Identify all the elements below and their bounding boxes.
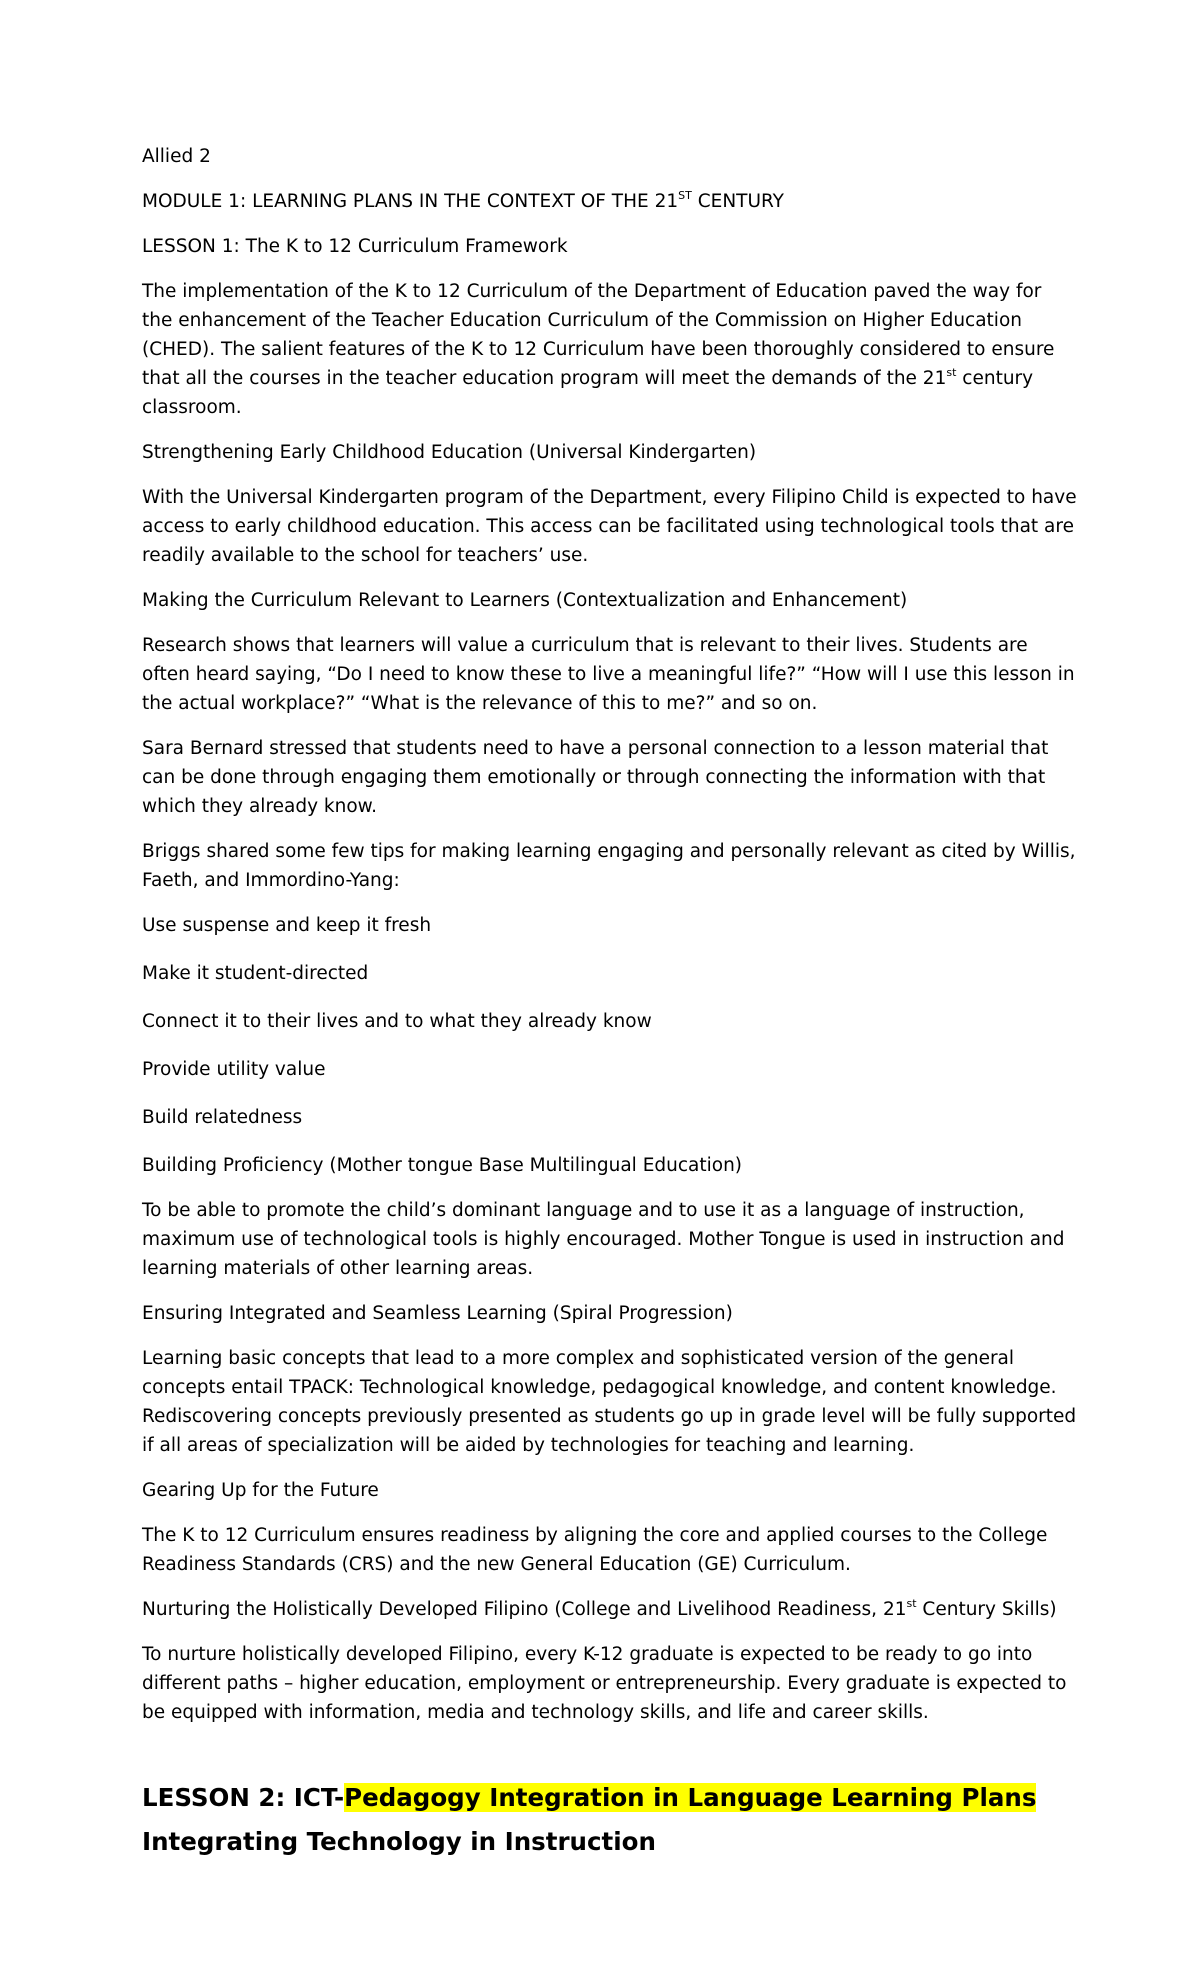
section-text-spiral: Learning basic concepts that lead to a more complex and sophisticated version of the general concepts entail TPACK: Technological knowledge, pedagogical knowledge, and content knowledge. Rediscovering concepts previously presented as students go up in grade level will be fully supported if all areas of specialization will be aided by technologies for teaching and learning. xyxy=(142,1348,1077,1456)
lesson2-subtitle: Integrating Technology in Instruction xyxy=(142,1827,656,1856)
section-heading-proficiency: Building Proficiency (Mother tongue Base Multilingual Education) xyxy=(142,1155,743,1176)
section-heading-spiral: Ensuring Integrated and Seamless Learning (Spiral Progression) xyxy=(142,1303,733,1324)
section-heading-future: Gearing Up for the Future xyxy=(142,1480,379,1501)
intro-sup: st xyxy=(946,366,957,379)
section-heading-relevance: Making the Curriculum Relevant to Learners (Contextualization and Enhancement) xyxy=(142,590,908,611)
lesson2-title xyxy=(142,1781,1077,1815)
holistic-heading-suffix: Century Skills) xyxy=(916,1599,1057,1620)
section-text-relevance-1: Research shows that learners will value a curriculum that is relevant to their lives. Students are often heard saying, “Do I need to know these to live a meaningful life?” “How will I use this lesson in the actual workplace?” “What is the relevance of this to me?” and so on. xyxy=(142,635,1075,714)
tip-item: Connect it to their lives and to what they already know xyxy=(142,1011,652,1032)
section-heading-kindergarten: Strengthening Early Childhood Education (Universal Kindergarten) xyxy=(142,442,757,463)
section-text-relevance-2: Sara Bernard stressed that students need to have a personal connection to a lesson material that can be done through engaging them emotionally or through connecting the information with that which they already know. xyxy=(142,738,1049,817)
tip-item: Provide utility value xyxy=(142,1059,326,1080)
section-heading-holistic xyxy=(142,1595,1077,1624)
section-text-future: The K to 12 Curriculum ensures readiness by aligning the core and applied courses to the College Readiness Standards (CRS) and the new General Education (GE) Curriculum. xyxy=(142,1525,1048,1575)
document-page xyxy=(142,142,1077,1869)
section-text-holistic: To nurture holistically developed Filipino, every K-12 graduate is expected to be ready to go into different paths – higher education, employment or entrepreneurship. Every graduate is expected to be equipped with information, media and technology skills, and life and career skills. xyxy=(142,1644,1067,1723)
tip-item: Make it student-directed xyxy=(142,963,369,984)
tip-item: Use suspense and keep it fresh xyxy=(142,915,432,936)
section-text-proficiency: To be able to promote the child’s dominant language and to use it as a language of instruction, maximum use of technological tools is highly encouraged. Mother Tongue is used in instruction and learning materials of other learning areas. xyxy=(142,1200,1065,1279)
intro-paragraph xyxy=(142,277,1077,422)
lesson1-title: LESSON 1: The K to 12 Curriculum Framework xyxy=(142,236,568,257)
spacer xyxy=(142,1743,1077,1781)
intro-suffix: century classroom. xyxy=(142,368,1034,418)
intro-text: The implementation of the K to 12 Curriculum of the Department of Education paved the way for the enhancement of the Teacher Education Curriculum of the Commission on Higher Education (CHED). The salient features of the K to 12 Curriculum have been thoroughly considered to ensure that all the courses in the teacher education program will meet the demands of the 21 xyxy=(142,281,1055,389)
section-text-kindergarten: With the Universal Kindergarten program of the Department, every Filipino Child is expected to have access to early childhood education. This access can be facilitated using technological tools that are readily available to the school for teachers’ use. xyxy=(142,487,1077,566)
holistic-heading-sup: st xyxy=(906,1597,917,1610)
course-label: Allied 2 xyxy=(142,146,211,167)
section-text-relevance-3: Briggs shared some few tips for making learning engaging and personally relevant as cited by Willis, Faeth, and Immordino-Yang: xyxy=(142,841,1076,891)
holistic-heading-text: Nurturing the Holistically Developed Filipino (College and Livelihood Readiness, 21 xyxy=(142,1599,907,1620)
lesson2-highlight: Pedagogy Integration in Language Learning Plans xyxy=(344,1783,1037,1812)
tip-item: Build relatedness xyxy=(142,1107,303,1128)
module-title-suffix: CENTURY xyxy=(691,191,784,212)
module-title-sup: ST xyxy=(678,189,692,202)
lesson2-prefix: LESSON 2: ICT- xyxy=(142,1783,345,1812)
module-title-text: MODULE 1: LEARNING PLANS IN THE CONTEXT OF THE 21 xyxy=(142,191,679,212)
module-title xyxy=(142,187,1077,216)
